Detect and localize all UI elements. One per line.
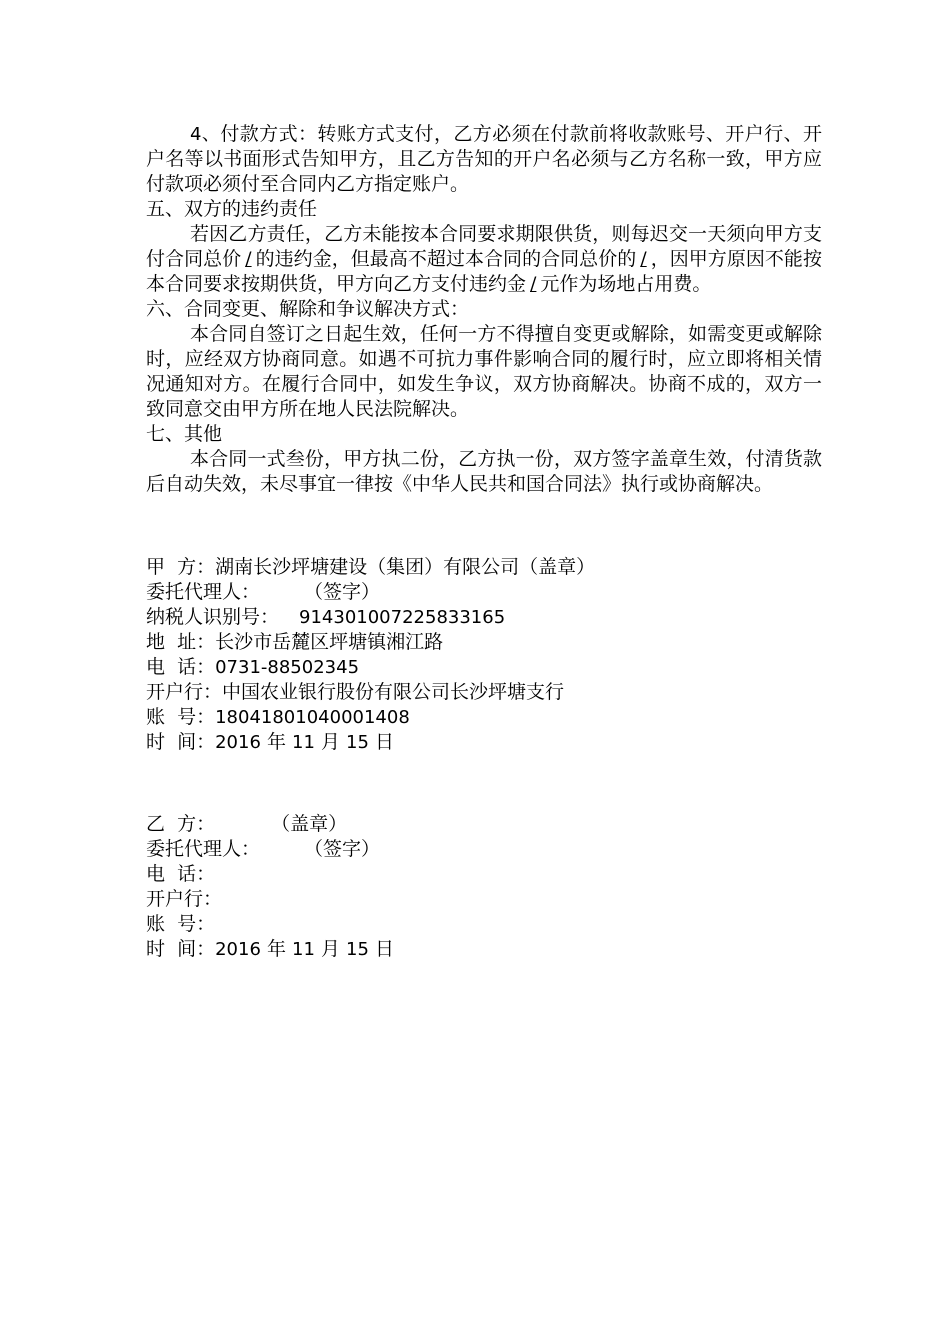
- party-b-date-day-unit: 日: [374, 938, 394, 960]
- party-b-name: [146, 812, 822, 837]
- liability-text-1: 若因乙方责任，乙方未能按本合同要求期限供货，则每迟交一天须向甲方支付合同总价: [146, 223, 822, 270]
- party-a-account: [146, 705, 822, 730]
- party-b-date-day: 15: [346, 939, 369, 960]
- party-a-account-value: 18041801040001408: [215, 707, 410, 728]
- party-b-bank-label: 开户行：: [146, 888, 223, 910]
- party-a-date-day-unit: 日: [374, 731, 394, 753]
- party-b-name-value: （盖章）: [271, 813, 348, 835]
- party-b-block: [146, 812, 822, 962]
- party-a-name-label: 甲 方：: [146, 556, 216, 578]
- blank-penalty-amount: /: [530, 273, 537, 295]
- party-a-phone: [146, 655, 822, 680]
- heading-liability: 五、双方的违约责任: [146, 198, 318, 220]
- party-a-phone-value: 0731-88502345: [215, 657, 360, 678]
- blank-penalty-rate: /: [245, 248, 252, 270]
- liability-text-2: 的违约金，但最高不超过本合同的合同总价的: [255, 248, 637, 270]
- party-a-name-value: 湖南长沙坪塘建设（集团）有限公司（盖章）: [215, 556, 596, 578]
- clause-payment: [146, 122, 822, 197]
- liability-text-4: 元作为场地占用费。: [540, 273, 712, 295]
- party-a-tax-label: 纳税人识别号：: [146, 606, 280, 628]
- party-b-bank: [146, 887, 822, 912]
- clause-change: 本合同自签订之日起生效，任何一方不得擅自变更或解除，如需变更或解除时，应经双方协商同意。如遇不可抗力事件影响合同的履行时，应立即将相关情况通知对方。在履行合同中，如发生争议，双方协商解决。协商不成的，双方一致同意交由甲方所在地人民法院解决。: [146, 323, 822, 420]
- party-a-bank-value: 中国农业银行股份有限公司长沙坪塘支行: [222, 681, 565, 703]
- party-b-agent: [146, 837, 822, 862]
- clause-payment-text: 付款方式：转账方式支付，乙方必须在付款前将收款账号、开户行、开户名等以书面形式告知甲方，且乙方告知的开户名必须与乙方名称一致，甲方应付款项必须付至合同内乙方指定账户。: [146, 123, 822, 195]
- party-a-date-label: 时 间：: [146, 731, 216, 753]
- party-a-address-label: 地 址：: [146, 631, 216, 653]
- party-a-tax-value: 914301007225833165: [299, 607, 506, 628]
- party-a-name: [146, 555, 822, 580]
- clause-liability: [146, 222, 822, 297]
- party-a-date-month: 11: [292, 732, 315, 753]
- party-b-phone: [146, 862, 822, 887]
- clause-other: 本合同一式叁份，甲方执二份，乙方执一份，双方签字盖章生效，付清货款后自动失效，未尽事宜一律按《中华人民共和国合同法》执行或协商解决。: [146, 448, 822, 495]
- party-b-date-year-unit: 年: [266, 938, 286, 960]
- party-a-bank-label: 开户行：: [146, 681, 223, 703]
- party-a-date-year-unit: 年: [266, 731, 286, 753]
- party-a-date-month-unit: 月: [320, 731, 340, 753]
- party-a-block: [146, 555, 822, 755]
- party-a-agent-label: 委托代理人：: [146, 581, 261, 603]
- party-b-agent-value: （签字）: [304, 838, 381, 860]
- party-b-account-label: 账 号：: [146, 913, 216, 935]
- party-b-date-year: 2016: [215, 939, 261, 960]
- contract-page: [146, 122, 822, 962]
- party-a-address-value: 长沙市岳麓区坪塘镇湘江路: [215, 631, 444, 653]
- party-a-date-day: 15: [346, 732, 369, 753]
- heading-change: 六、合同变更、解除和争议解决方式：: [146, 298, 470, 320]
- party-b-agent-label: 委托代理人：: [146, 838, 261, 860]
- party-a-agent: [146, 580, 822, 605]
- clause-payment-number: 4、: [190, 124, 221, 145]
- party-b-phone-label: 电 话：: [146, 863, 216, 885]
- party-a-tax-id: [146, 605, 822, 630]
- party-a-address: [146, 630, 822, 655]
- party-b-name-label: 乙 方：: [146, 813, 216, 835]
- party-b-date-label: 时 间：: [146, 938, 216, 960]
- party-b-date-month: 11: [292, 939, 315, 960]
- party-a-agent-value: （签字）: [304, 581, 381, 603]
- party-b-account: [146, 912, 822, 937]
- blank-max-rate: /: [640, 248, 647, 270]
- party-b-date-month-unit: 月: [320, 938, 340, 960]
- spacer: [146, 497, 822, 555]
- party-a-phone-label: 电 话：: [146, 656, 216, 678]
- spacer: [146, 755, 822, 812]
- party-a-date-year: 2016: [215, 732, 261, 753]
- party-a-date: [146, 730, 822, 755]
- heading-other: 七、其他: [146, 423, 223, 445]
- party-a-bank: [146, 680, 822, 705]
- liability-text-3: ，因甲方原因不能按本合同要求按期供货，甲方向乙方支付违约金: [146, 248, 822, 295]
- party-a-account-label: 账 号：: [146, 706, 216, 728]
- party-b-date: [146, 937, 822, 962]
